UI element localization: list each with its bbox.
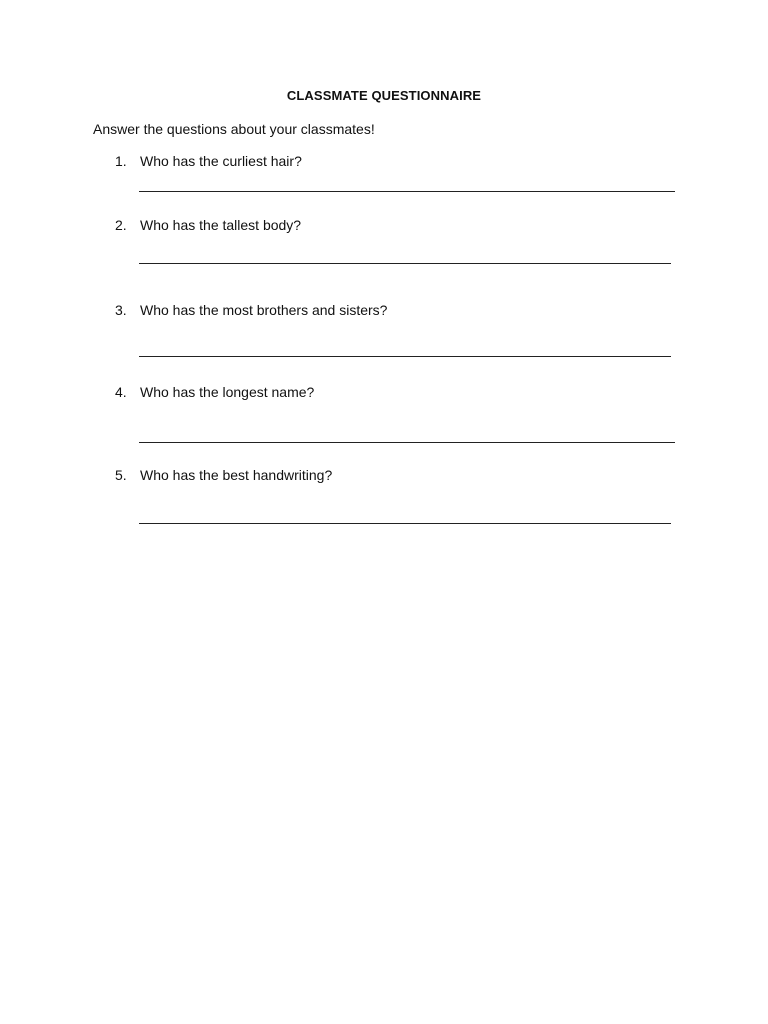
page-title: CLASSMATE QUESTIONNAIRE (286, 88, 482, 103)
question-number: 1. (115, 153, 127, 169)
question-text: Who has the longest name? (140, 384, 315, 400)
question-number: 3. (115, 302, 127, 318)
answer-line-4[interactable] (139, 442, 675, 443)
question-text: Who has the best handwriting? (140, 467, 333, 483)
question-number: 4. (115, 384, 127, 400)
question-number: 5. (115, 467, 127, 483)
question-item (0, 217, 768, 237)
answer-line-3[interactable] (139, 356, 671, 357)
answer-line-2[interactable] (139, 263, 671, 264)
question-text: Who has the most brothers and sisters? (140, 302, 388, 318)
question-item (0, 384, 768, 404)
question-text: Who has the curliest hair? (140, 153, 302, 169)
question-item (0, 302, 768, 322)
answer-line-5[interactable] (139, 523, 671, 524)
answer-line-1[interactable] (139, 191, 675, 192)
question-number: 2. (115, 217, 127, 233)
question-item (0, 153, 768, 173)
question-text: Who has the tallest body? (140, 217, 302, 233)
instructions-text: Answer the questions about your classmates! (93, 121, 375, 137)
question-item (0, 467, 768, 487)
